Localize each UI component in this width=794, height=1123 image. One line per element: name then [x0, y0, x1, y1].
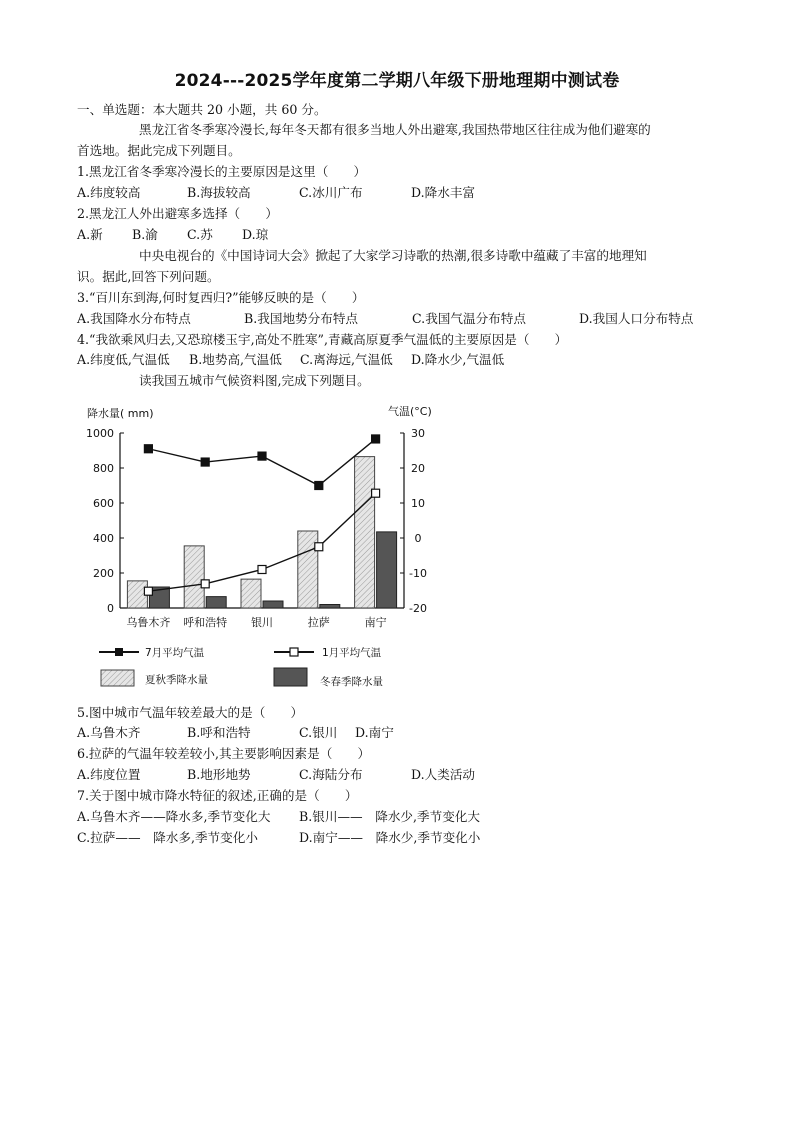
question-2-stem: 2.黑龙江人外出避寒多选择（ ）	[77, 206, 278, 221]
legend-summer-autumn-label: 夏秋季降水量	[145, 674, 208, 686]
legend-july-label: 7月平均气温	[145, 647, 205, 659]
right-tick-label: 20	[411, 462, 425, 475]
option-b[interactable]: B.地势高,气温低	[189, 352, 282, 367]
passage-3: 读我国五城市气候资料图,完成下列题目。	[139, 373, 370, 388]
july-temperature-point	[372, 435, 380, 443]
option-b[interactable]: B.渝	[132, 227, 158, 242]
bar-summer-autumn	[184, 546, 204, 608]
option-a[interactable]: A.我国降水分布特点	[77, 311, 191, 326]
legend	[99, 646, 383, 688]
option-b[interactable]: B.呼和浩特	[187, 725, 251, 740]
july-temperature-point	[144, 445, 152, 453]
passage-2-line-1: 中央电视台的《中国诗词大会》掀起了大家学习诗歌的热潮,很多诗歌中蕴藏了丰富的地理知	[139, 248, 647, 263]
july-temperature-point	[201, 458, 209, 466]
left-tick-label: 0	[107, 602, 114, 615]
left-tick-label: 400	[93, 532, 114, 545]
option-d[interactable]: D.南宁	[355, 725, 394, 740]
left-tick-label: 200	[93, 567, 114, 580]
option-d[interactable]: D.降水少,气温低	[411, 352, 505, 367]
question-1-stem: 1.黑龙江省冬季寒冷漫长的主要原因是这里（ ）	[77, 164, 367, 179]
right-tick-label: -20	[409, 602, 427, 615]
january-temperature-point	[315, 543, 323, 551]
right-axis-label: 气温(°C)	[388, 405, 432, 418]
x-tick-label: 呼和浩特	[183, 616, 228, 629]
option-b[interactable]: B.海拔较高	[187, 185, 251, 200]
temperature-lines	[144, 435, 379, 595]
right-tick-label: 30	[411, 427, 425, 440]
bar-winter-spring	[206, 597, 226, 608]
option-b[interactable]: B.银川—— 降水少,季节变化大	[299, 809, 480, 824]
january-temperature-point	[258, 566, 266, 574]
left-tick-label: 800	[93, 462, 114, 475]
option-d[interactable]: D.琼	[242, 227, 269, 242]
x-tick-labels	[126, 615, 386, 629]
january-temperature-line	[148, 493, 375, 591]
option-a[interactable]: A.纬度较高	[77, 185, 141, 200]
option-c[interactable]: C.海陆分布	[299, 767, 363, 782]
left-tick-label: 1000	[86, 427, 114, 440]
bars	[127, 457, 396, 608]
left-tick-label: 600	[93, 497, 114, 510]
option-c[interactable]: C.拉萨—— 降水多,季节变化小	[77, 830, 258, 845]
passage-2-line-2: 识。据此,回答下列问题。	[77, 269, 220, 284]
right-tick-label: -10	[409, 567, 427, 580]
bar-winter-spring	[320, 605, 340, 609]
option-a[interactable]: A.纬度位置	[77, 767, 141, 782]
question-7-stem: 7.关于图中城市降水特征的叙述,正确的是（ ）	[77, 788, 358, 803]
option-a[interactable]: A.纬度低,气温低	[77, 352, 170, 367]
july-temperature-point	[258, 452, 266, 460]
question-4-stem: 4.“我欲乘风归去,又恐琼楼玉宇,高处不胜寒”,青藏高原夏季气温低的主要原因是（ ）	[77, 332, 568, 347]
option-d[interactable]: D.人类活动	[411, 767, 476, 782]
right-tick-label: 10	[411, 497, 425, 510]
question-6-stem: 6.拉萨的气温年较差较小,其主要影响因素是（ ）	[77, 746, 371, 761]
bar-summer-autumn	[355, 457, 375, 608]
option-d[interactable]: D.南宁—— 降水少,季节变化小	[299, 830, 481, 845]
bar-winter-spring	[377, 532, 397, 608]
question-3-stem: 3.“百川东到海,何时复西归?”能够反映的是（ ）	[77, 290, 365, 305]
july-temperature-line	[148, 439, 375, 486]
option-c[interactable]: C.离海远,气温低	[300, 352, 393, 367]
july-temperature-point	[315, 482, 323, 490]
legend-january-label: 1月平均气温	[322, 647, 382, 659]
passage-1-line-2: 首选地。据此完成下列题目。	[77, 143, 241, 158]
option-a[interactable]: A.乌鲁木齐	[77, 725, 141, 740]
option-b[interactable]: B.我国地势分布特点	[244, 311, 359, 326]
january-temperature-point	[144, 587, 152, 595]
legend-summer-autumn	[101, 670, 208, 686]
question-5-stem: 5.图中城市气温年较差最大的是（ ）	[77, 705, 304, 720]
option-c[interactable]: C.我国气温分布特点	[412, 311, 526, 326]
x-tick-label: 南宁	[364, 616, 387, 629]
legend-january	[274, 646, 382, 659]
option-c[interactable]: C.苏	[187, 227, 213, 242]
x-tick-label: 拉萨	[307, 616, 330, 629]
option-a[interactable]: A.乌鲁木齐——降水多,季节变化大	[77, 809, 271, 824]
section-heading: 一、单选题：本大题共 20 小题，共 60 分。	[77, 102, 327, 117]
january-temperature-point	[201, 580, 209, 588]
option-d[interactable]: D.降水丰富	[411, 185, 476, 200]
january-temperature-point	[372, 489, 380, 497]
option-c[interactable]: C.冰川广布	[299, 185, 363, 200]
passage-1-line-1: 黑龙江省冬季寒冷漫长,每年冬天都有很多当地人外出避寒,我国热带地区往往成为他们避寒的	[139, 122, 651, 137]
x-tick-label: 乌鲁木齐	[126, 616, 171, 629]
bar-summer-autumn	[241, 579, 261, 608]
climate-chart	[82, 400, 462, 695]
option-b[interactable]: B.地形地势	[187, 767, 251, 782]
left-axis-label: 降水量( mm)	[87, 407, 154, 420]
option-c[interactable]: C.银川	[299, 725, 338, 740]
page-title: 2024---2025学年度第二学期八年级下册地理期中测试卷	[174, 71, 620, 91]
legend-july	[99, 646, 205, 659]
option-d[interactable]: D.我国人口分布特点	[579, 311, 694, 326]
option-a[interactable]: A.新	[77, 227, 103, 242]
legend-winter-spring-label: 冬春季降水量	[320, 676, 383, 688]
x-tick-label: 银川	[251, 616, 273, 629]
bar-winter-spring	[263, 601, 283, 608]
right-tick-label: 0	[414, 532, 422, 545]
legend-winter-spring	[274, 668, 383, 688]
